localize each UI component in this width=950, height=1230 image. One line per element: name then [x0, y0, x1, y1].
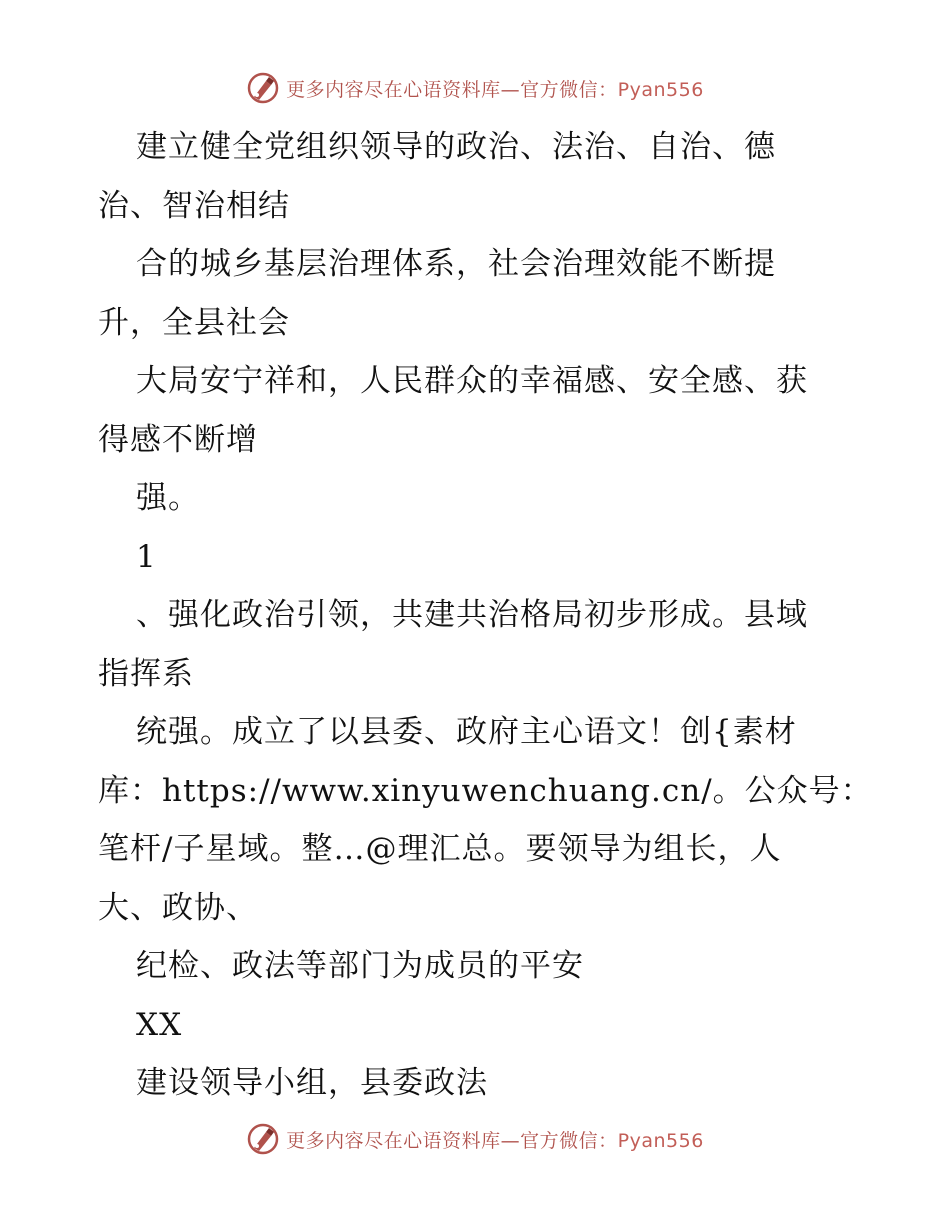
text-line: 升，全县社会 [98, 304, 290, 341]
text-line: 指挥系 [98, 655, 194, 692]
text-line: 笔杆/子星域。整…@理汇总。要领导为组长，人 [98, 831, 782, 867]
watermark-handle: Pyan556 [617, 1129, 704, 1152]
text-line: 纪检、政法等部门为成员的平安 [136, 948, 584, 984]
text-line: 建立健全党组织领导的政治、法治、自治、德 [136, 129, 776, 165]
header-watermark [0, 68, 950, 108]
text-line: 建设领导小组，县委政法 [136, 1065, 488, 1101]
text-line: XX [136, 1006, 183, 1043]
text-line: 大、政协、 [98, 889, 258, 926]
text-line: 、强化政治引领，共建共治格局初步形成。县域 [136, 597, 808, 633]
footer-watermark [0, 1119, 950, 1159]
pen-logo-icon [246, 71, 280, 105]
text-line: 治、智治相结 [98, 187, 290, 224]
text-line: 统强。成立了以县委、政府主心语文！创{素材 [136, 714, 797, 750]
pen-logo-icon [246, 1122, 280, 1156]
text-line: 大局安宁祥和，人民群众的幸福感、安全感、获 [136, 363, 808, 399]
watermark-handle: Pyan556 [617, 78, 704, 101]
text-line: 强。 [136, 480, 200, 516]
text-line: 合的城乡基层治理体系，社会治理效能不断提 [136, 246, 776, 282]
watermark-text: 更多内容尽在心语资料库—官方微信：Pyan556 [286, 78, 704, 101]
text-line: 库：https://www.xinyuwenchuang.cn/。公众号： [98, 772, 873, 809]
document-body [98, 118, 873, 1113]
watermark-text: 更多内容尽在心语资料库—官方微信：Pyan556 [286, 1129, 704, 1152]
text-line: 得感不断增 [98, 421, 258, 458]
text-line: 1 [136, 538, 157, 575]
